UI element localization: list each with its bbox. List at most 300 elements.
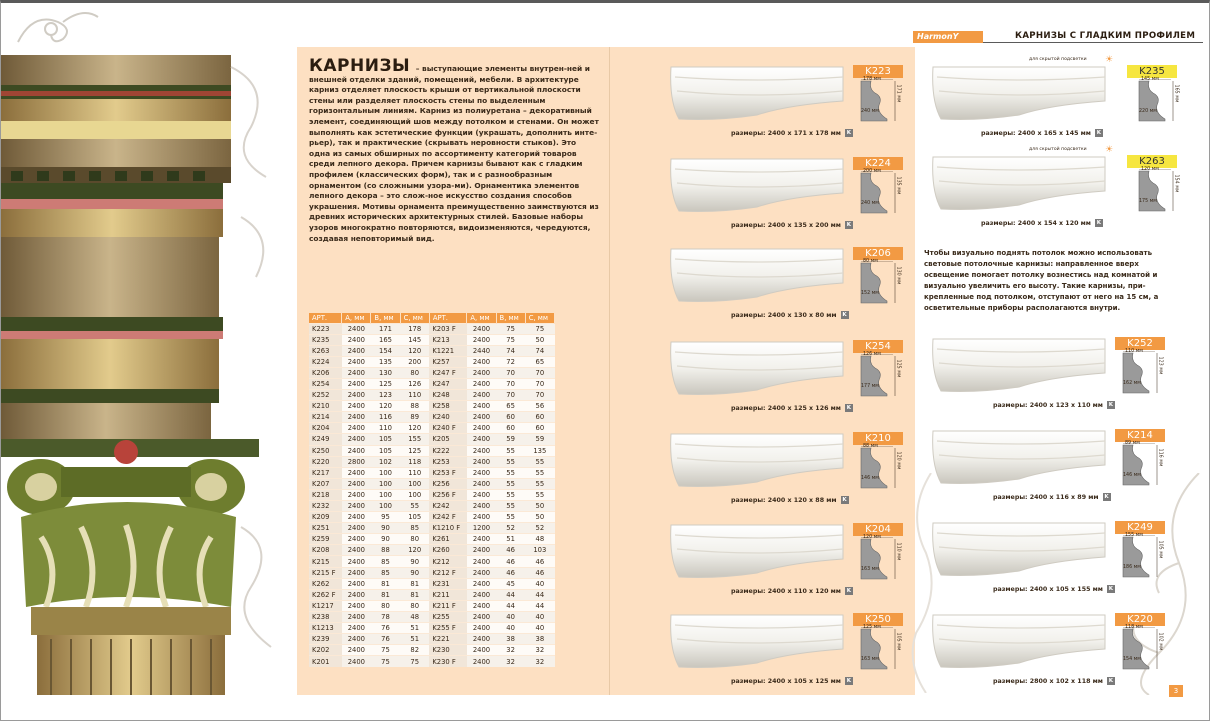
product-card (929, 609, 1174, 701)
dimension-label: 110 мм (895, 542, 901, 561)
table-cell: 116 (371, 412, 400, 423)
product-size-text: размеры: 2400 x 125 x 126 мм (731, 405, 841, 412)
table-cell: 55 (496, 478, 525, 489)
product-size-text: размеры: 2400 x 130 x 80 мм (731, 312, 837, 319)
table-cell: K252 (309, 390, 342, 401)
table-cell: 59 (525, 434, 554, 445)
table-cell: K262 F (309, 589, 342, 600)
material-icon: K (846, 130, 852, 136)
table-row (309, 378, 555, 389)
table-cell: 70 (525, 367, 554, 378)
table-cell: 90 (400, 556, 429, 567)
table-cell: 80 (371, 600, 400, 611)
table-cell: 51 (400, 634, 429, 645)
table-cell: 90 (371, 523, 400, 534)
table-cell: 46 (496, 567, 525, 578)
table-cell: K261 (429, 534, 467, 545)
dimension-label: 125 мм (895, 359, 901, 378)
material-icon: K (842, 312, 847, 318)
table-cell: K212 F (429, 567, 467, 578)
table-row (309, 589, 555, 600)
dimension-label: 154 мм (1173, 174, 1179, 193)
table-cell: 135 (525, 445, 554, 456)
table-cell: 55 (496, 501, 525, 512)
dimension-label: 200 мм (863, 169, 881, 174)
table-cell: K247 F (429, 367, 467, 378)
table-cell: K214 (309, 412, 342, 423)
table-header-cell: A, мм (342, 313, 371, 323)
table-cell: 65 (496, 401, 525, 412)
product-size-text: размеры: 2400 x 123 x 110 мм (993, 402, 1103, 409)
product-size (993, 493, 1111, 501)
table-cell: 48 (400, 611, 429, 622)
table-cell: 44 (496, 589, 525, 600)
product-size-text: размеры: 2400 x 171 x 178 мм (731, 130, 841, 137)
table-cell: K221 (429, 634, 467, 645)
product-card (667, 243, 912, 335)
dimension-label: 105 мм (1157, 540, 1163, 559)
product-card (667, 336, 912, 428)
product-code-tag: K249 (1115, 521, 1165, 534)
cornice-molding-image (929, 61, 1109, 123)
table-row (309, 534, 555, 545)
table-cell: 171 (371, 323, 400, 334)
table-row (309, 478, 555, 489)
table-cell: 85 (371, 556, 400, 567)
table-cell: 2400 (467, 423, 496, 434)
product-code-tag: K204 (853, 523, 903, 536)
table-cell: 90 (400, 567, 429, 578)
table-row (309, 423, 555, 434)
table-cell: 130 (371, 367, 400, 378)
table-cell: K1213 (309, 623, 342, 634)
table-cell: 2400 (342, 623, 371, 634)
table-row (309, 656, 555, 667)
table-cell: 2400 (342, 412, 371, 423)
table-cell: 2400 (467, 434, 496, 445)
table-cell: 76 (371, 634, 400, 645)
table-cell: K202 (309, 645, 342, 656)
page-number: 3 (1169, 685, 1183, 697)
product-size-text: размеры: 2400 x 105 x 155 мм (993, 586, 1103, 593)
table-cell: 85 (400, 523, 429, 534)
table-cell: 102 (371, 456, 400, 467)
profile-section-icon (857, 537, 897, 581)
table-cell: 44 (496, 600, 525, 611)
table-cell: 2800 (342, 456, 371, 467)
table-cell: 178 (400, 323, 429, 334)
table-cell: 38 (496, 634, 525, 645)
table-row (309, 334, 555, 345)
table-cell: 120 (400, 545, 429, 556)
table-cell: 2400 (342, 545, 371, 556)
table-cell: 70 (496, 378, 525, 389)
product-size-text: размеры: 2400 x 154 x 120 мм (981, 220, 1091, 227)
table-cell: 123 (371, 390, 400, 401)
profile-section-icon (1119, 443, 1159, 487)
dimension-label: 146 мм (1123, 473, 1141, 478)
table-cell: 120 (400, 423, 429, 434)
table-cell: K235 (309, 334, 342, 345)
table-cell: 2400 (467, 634, 496, 645)
table-cell: 51 (496, 534, 525, 545)
page-spine (609, 47, 610, 695)
table-cell: 55 (525, 456, 554, 467)
table-cell: K254 (309, 378, 342, 389)
table-cell: 75 (496, 323, 525, 334)
product-code-tag: K250 (853, 613, 903, 626)
table-cell: 51 (400, 623, 429, 634)
dimension-label: 171 мм (895, 84, 901, 103)
brand-logo: HarmonY (913, 31, 983, 43)
table-cell: 110 (371, 423, 400, 434)
table-header-cell: АРТ. (309, 313, 342, 323)
table-cell: 154 (371, 345, 400, 356)
table-cell: 2400 (342, 489, 371, 500)
table-cell: 2400 (342, 467, 371, 478)
dimension-label: 145 мм (1141, 77, 1159, 82)
table-cell: 2400 (467, 323, 496, 334)
table-cell: 2400 (342, 501, 371, 512)
dimension-label: 130 мм (895, 266, 901, 285)
table-cell: 72 (496, 356, 525, 367)
table-cell: 110 (400, 390, 429, 401)
table-cell: K247 (429, 378, 467, 389)
table-cell: K209 (309, 512, 342, 523)
corinthian-column-illustration (1, 47, 283, 695)
table-cell: 52 (525, 523, 554, 534)
table-cell: 103 (525, 545, 554, 556)
dimension-label: 177 мм (861, 384, 879, 389)
table-cell: K224 (309, 356, 342, 367)
spec-table-header (309, 313, 555, 323)
product-size (993, 401, 1115, 409)
cornice-molding-image (667, 428, 847, 490)
table-cell: 60 (525, 412, 554, 423)
product-card (929, 145, 1179, 243)
product-size-text: размеры: 2400 x 110 x 120 мм (731, 588, 841, 595)
table-cell: 165 (371, 334, 400, 345)
table-cell: K206 (309, 367, 342, 378)
table-cell: 1200 (467, 523, 496, 534)
table-cell: 50 (525, 501, 554, 512)
table-row (309, 456, 555, 467)
table-cell: 60 (525, 423, 554, 434)
table-cell: 2400 (342, 401, 371, 412)
table-cell: 75 (371, 645, 400, 656)
product-size (731, 221, 853, 229)
table-cell: 2400 (467, 356, 496, 367)
table-cell: K255 F (429, 623, 467, 634)
product-size (731, 404, 853, 412)
table-cell: 2400 (342, 634, 371, 645)
table-row (309, 501, 555, 512)
table-cell: 80 (400, 600, 429, 611)
product-card (929, 55, 1179, 153)
cornice-molding-image (929, 517, 1109, 579)
dimension-label: 240 мм (861, 109, 879, 114)
spec-table (309, 313, 555, 667)
table-cell: K215 (309, 556, 342, 567)
table-cell: K253 F (429, 467, 467, 478)
table-cell: 100 (371, 501, 400, 512)
product-size-text: размеры: 2400 x 105 x 125 мм (731, 678, 841, 685)
table-cell: 2400 (342, 356, 371, 367)
table-cell: K211 (429, 589, 467, 600)
table-cell: K217 (309, 467, 342, 478)
product-code-tag: K214 (1115, 429, 1165, 442)
product-card (667, 61, 912, 153)
table-row (309, 445, 555, 456)
backlight-note: для скрытой подсветки (1029, 147, 1087, 152)
table-cell: 32 (525, 656, 554, 667)
dimension-label: 120 мм (895, 451, 901, 470)
table-cell: K255 (429, 611, 467, 622)
dimension-label: 163 мм (861, 657, 879, 662)
table-cell: 2400 (467, 611, 496, 622)
table-cell: 60 (496, 412, 525, 423)
material-icon: K (1108, 402, 1114, 408)
light-icon: ☀ (1105, 145, 1114, 155)
dimension-label: 118 мм (1125, 625, 1143, 630)
table-cell: K230 F (429, 656, 467, 667)
table-cell: 59 (496, 434, 525, 445)
table-header-cell: B, мм (371, 313, 400, 323)
table-cell: 75 (525, 323, 554, 334)
table-cell: K238 (309, 611, 342, 622)
dimension-label: 165 мм (1173, 84, 1179, 103)
table-cell: 81 (371, 589, 400, 600)
table-cell: 100 (371, 478, 400, 489)
table-row (309, 634, 555, 645)
table-cell: 2400 (467, 478, 496, 489)
intro-panel (297, 47, 609, 695)
profile-section-icon (1119, 627, 1159, 671)
table-cell: 2400 (342, 611, 371, 622)
profile-section-icon (857, 354, 897, 398)
profile-section-icon (1135, 79, 1175, 123)
dimension-label: 146 мм (861, 476, 879, 481)
material-icon: K (1096, 130, 1102, 136)
ornament-swirl-icon (13, 7, 103, 47)
table-cell: 2400 (342, 589, 371, 600)
product-code-tag: K210 (853, 432, 903, 445)
table-cell: 2400 (342, 556, 371, 567)
table-header-cell: C, мм (400, 313, 429, 323)
product-code-tag: K223 (853, 65, 903, 78)
cornice-molding-image (667, 519, 847, 581)
dimension-label: 162 мм (1123, 381, 1141, 386)
table-cell: 55 (496, 489, 525, 500)
table-cell: 2400 (467, 412, 496, 423)
table-cell: 2400 (467, 390, 496, 401)
intro-text: – выступающие элементы внутрен-ней и внешней отделки зданий, помещений, мебели. В архитектуре карниз отделяет плоскость крыши от вертикальной плоскости стены или разделяет плоскость стены по выделенным горизонтальным линиям. Карниз из полиуретана – декоративный элемент, соединяющий шов между потолком и стенами. Он может выполнять как эстетические функции (украшать, дополнить инте-рьер), так и практические (скрывать неровности стыков). Это одна из самых обширных по ассортименту категорий товаров среди лепного декора. Причем карнизы бывают как с гладким профилем (классических форм), так и с разнообразным орнаментом (со сложными узора-ми). Орнаментика элементов лепного декора – это слож-ное искусство создания способов украшения. Мотивы орнамента преимущественно заимствуются из древних исторических архитектурных стилей. Базовые наборы узоров многократно повторяются, видоизменяются, чередуются, создавая неповторимый вид. (309, 64, 599, 243)
table-cell: K253 (429, 456, 467, 467)
table-cell: 81 (371, 578, 400, 589)
table-cell: 46 (496, 556, 525, 567)
table-row (309, 401, 555, 412)
table-cell: K232 (309, 501, 342, 512)
table-row (309, 545, 555, 556)
dimension-label: 123 мм (1157, 356, 1163, 375)
table-cell: 2400 (467, 367, 496, 378)
table-cell: 105 (371, 434, 400, 445)
table-cell: K260 (429, 545, 467, 556)
table-cell: 40 (496, 611, 525, 622)
table-row (309, 523, 555, 534)
table-cell: 2400 (467, 589, 496, 600)
table-cell: K249 (309, 434, 342, 445)
product-size (731, 587, 853, 595)
table-cell: 32 (496, 656, 525, 667)
profile-section-icon (1135, 169, 1175, 213)
profile-section-icon (857, 79, 897, 123)
table-row (309, 434, 555, 445)
cornice-molding-image (667, 61, 847, 123)
dimension-label: 135 мм (895, 176, 901, 195)
product-size (981, 129, 1103, 137)
table-cell: K242 (429, 501, 467, 512)
table-cell: 2400 (467, 512, 496, 523)
dimension-label: 175 мм (1139, 199, 1157, 204)
table-cell: 40 (525, 623, 554, 634)
dimension-label: 163 мм (861, 567, 879, 572)
product-card (667, 519, 912, 611)
table-cell: 100 (400, 478, 429, 489)
table-cell: K1221 (429, 345, 467, 356)
table-cell: K222 (429, 445, 467, 456)
table-header-cell: АРТ. (429, 313, 467, 323)
table-cell: 2400 (342, 567, 371, 578)
dimension-label: 126 мм (863, 352, 881, 357)
table-row (309, 600, 555, 611)
table-header-cell: C, мм (525, 313, 554, 323)
material-icon: K (846, 678, 852, 684)
table-cell: 55 (496, 456, 525, 467)
material-icon: K (842, 497, 847, 503)
product-size-text: размеры: 2400 x 135 x 200 мм (731, 222, 841, 229)
cornice-molding-image (667, 243, 847, 305)
table-row (309, 489, 555, 500)
table-cell: 2400 (467, 378, 496, 389)
table-cell: 2400 (342, 645, 371, 656)
table-cell: 100 (371, 467, 400, 478)
product-code-tag: K220 (1115, 613, 1165, 626)
product-size-text: размеры: 2400 x 120 x 88 мм (731, 497, 837, 504)
table-cell: 65 (525, 356, 554, 367)
table-row (309, 412, 555, 423)
table-row (309, 611, 555, 622)
table-cell: K231 (429, 578, 467, 589)
cornice-molding-image (929, 151, 1109, 213)
dimension-label: 120 мм (863, 535, 881, 540)
table-cell: 74 (525, 345, 554, 356)
table-row (309, 467, 555, 478)
table-cell: K263 (309, 345, 342, 356)
table-row (309, 512, 555, 523)
table-cell: 2400 (342, 534, 371, 545)
table-cell: 155 (400, 434, 429, 445)
material-icon: K (846, 405, 852, 411)
table-cell: K207 (309, 478, 342, 489)
table-cell: 2400 (467, 645, 496, 656)
product-card (929, 333, 1174, 425)
product-card (667, 153, 912, 245)
cornice-molding-image (929, 333, 1109, 395)
product-size (993, 677, 1115, 685)
table-cell: K250 (309, 445, 342, 456)
table-cell: 200 (400, 356, 429, 367)
table-row (309, 345, 555, 356)
table-cell: 82 (400, 645, 429, 656)
table-cell: 2400 (342, 445, 371, 456)
table-cell: 44 (525, 600, 554, 611)
table-cell: 70 (525, 390, 554, 401)
table-cell: 2400 (342, 656, 371, 667)
light-icon: ☀ (1105, 55, 1114, 65)
table-cell: 85 (371, 567, 400, 578)
table-cell: 125 (371, 378, 400, 389)
table-cell: 70 (496, 367, 525, 378)
table-cell: 2400 (467, 578, 496, 589)
table-cell: 60 (496, 423, 525, 434)
table-cell: 95 (371, 512, 400, 523)
table-cell: 75 (371, 656, 400, 667)
table-cell: 126 (400, 378, 429, 389)
dimension-label: 105 мм (895, 632, 901, 651)
page-title: КАРНИЗЫ С ГЛАДКИМ ПРОФИЛЕМ (1015, 31, 1196, 41)
table-cell: K204 (309, 423, 342, 434)
table-cell: K220 (309, 456, 342, 467)
cornice-molding-image (667, 153, 847, 215)
table-cell: 2400 (467, 467, 496, 478)
intro-heading: КАРНИЗЫ (309, 56, 411, 76)
table-cell: 2400 (342, 600, 371, 611)
product-card (667, 428, 912, 520)
table-cell: 2400 (467, 556, 496, 567)
table-row (309, 356, 555, 367)
table-cell: 75 (496, 334, 525, 345)
product-size (731, 496, 849, 504)
material-icon: K (846, 222, 852, 228)
product-size-text: размеры: 2400 x 165 x 145 мм (981, 130, 1091, 137)
table-cell: K205 (429, 434, 467, 445)
material-icon: K (1104, 494, 1109, 500)
dimension-label: 116 мм (1157, 448, 1163, 467)
table-cell: 89 (400, 412, 429, 423)
table-cell: 120 (371, 401, 400, 412)
table-cell: 50 (525, 512, 554, 523)
table-cell: K230 (429, 645, 467, 656)
table-cell: 2400 (342, 434, 371, 445)
table-cell: 55 (496, 445, 525, 456)
table-cell: 80 (400, 367, 429, 378)
table-cell: 125 (400, 445, 429, 456)
dimension-label: 88 мм (863, 444, 878, 449)
product-size (993, 585, 1115, 593)
product-code-tag: K252 (1115, 337, 1165, 350)
dimension-label: 178 мм (863, 77, 881, 82)
table-cell: 145 (400, 334, 429, 345)
table-cell: 2400 (467, 545, 496, 556)
table-cell: 32 (525, 645, 554, 656)
table-cell: 2400 (467, 656, 496, 667)
product-card (929, 517, 1174, 609)
table-cell: K212 (429, 556, 467, 567)
cornice-molding-image (929, 425, 1109, 487)
table-cell: 135 (371, 356, 400, 367)
dimension-label: 155 мм (1125, 533, 1143, 538)
